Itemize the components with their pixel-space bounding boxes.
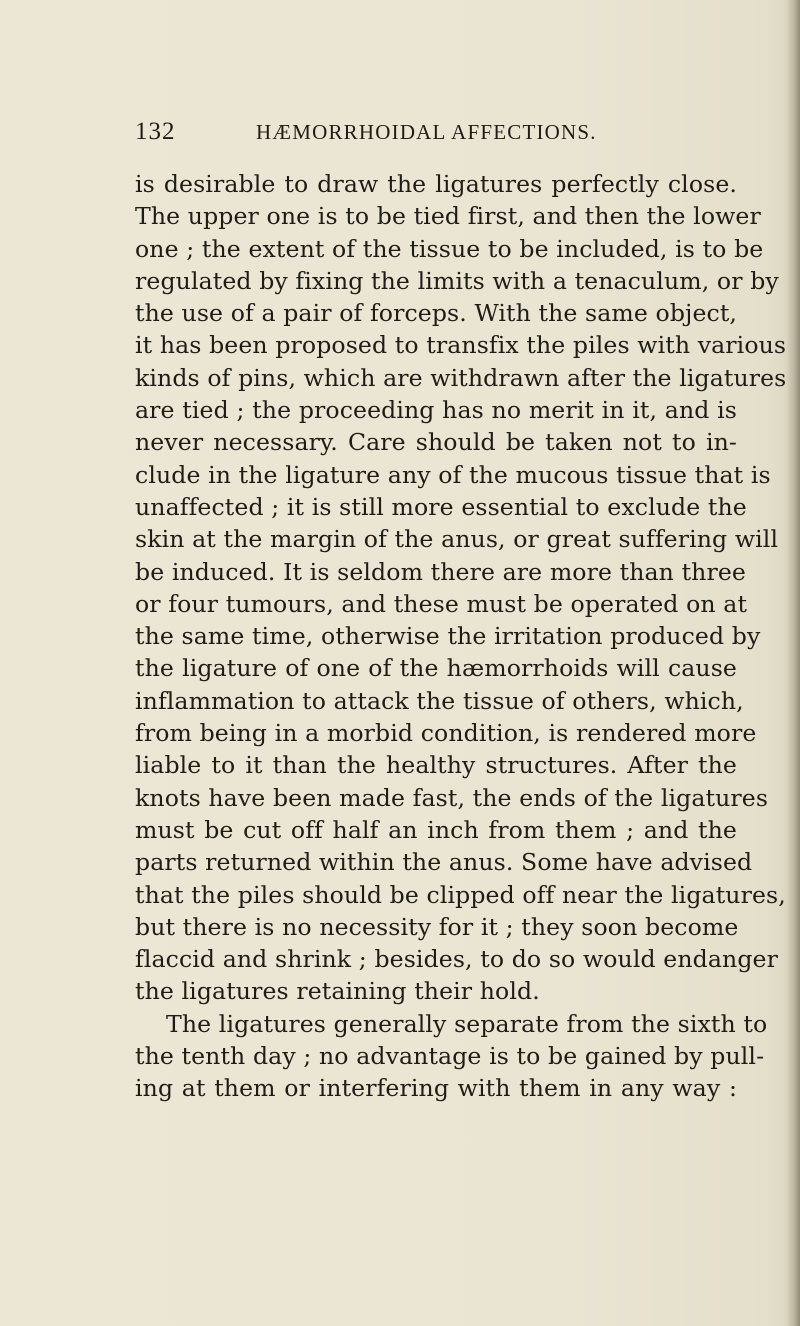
text-line: ing at them or interfering with them in any way : bbox=[135, 1074, 737, 1103]
text-line: but there is no necessity for it ; they soon become bbox=[135, 912, 739, 941]
text-line: the ligatures retaining their hold. bbox=[135, 977, 540, 1006]
text-line: are tied ; the proceeding has no merit in it, and is bbox=[135, 396, 737, 425]
text-line: knots have been made fast, the ends of the ligatures bbox=[135, 783, 769, 812]
text-line: clude in the ligature any of the mucous tissue that is bbox=[135, 460, 771, 489]
text-line: parts returned within the anus. Some have advised bbox=[135, 848, 753, 877]
text-line: kinds of pins, which are withdrawn after the ligatures bbox=[135, 363, 787, 392]
text-line: The ligatures generally separate from the sixth to bbox=[166, 1009, 768, 1038]
page-edge-shadow bbox=[786, 0, 800, 1326]
text-line: the ligature of one of the hæmorrhoids will cause bbox=[135, 654, 737, 683]
text-line: that the piles should be clipped off near the ligatures, bbox=[135, 880, 786, 909]
text-line: never necessary. Care should be taken not to in- bbox=[135, 428, 737, 457]
text-line: regulated by fixing the limits with a tenaculum, or by bbox=[135, 266, 779, 295]
text-line: the use of a pair of forceps. With the same object, bbox=[135, 299, 738, 328]
text-line: it has been proposed to transfix the piles with various bbox=[135, 331, 787, 360]
running-head bbox=[135, 118, 735, 148]
text-line: liable to it than the healthy structures. After the bbox=[135, 751, 737, 780]
text-line: unaffected ; it is still more essential to exclude the bbox=[135, 492, 747, 521]
text-line: the same time, otherwise the irritation produced by bbox=[135, 622, 761, 651]
text-line: from being in a morbid condition, is rendered more bbox=[135, 719, 757, 748]
text-line: inflammation to attack the tissue of others, which, bbox=[135, 686, 744, 715]
text-line: flaccid and shrink ; besides, to do so would endanger bbox=[135, 945, 778, 974]
text-line: The upper one is to be tied first, and then the lower bbox=[135, 202, 761, 231]
text-line: must be cut off half an inch from them ; and the bbox=[135, 815, 737, 844]
text-line: is desirable to draw the ligatures perfectly close. bbox=[135, 170, 737, 198]
text-line: be induced. It is seldom there are more than three bbox=[135, 557, 746, 586]
running-title: HÆMORRHOIDAL AFFECTIONS. bbox=[256, 120, 597, 144]
text-line: the tenth day ; no advantage is to be gained by pull- bbox=[135, 1042, 765, 1071]
text-line: skin at the margin of the anus, or great suffering will bbox=[135, 525, 779, 554]
text-line: or four tumours, and these must be operated on at bbox=[135, 589, 748, 618]
body-text bbox=[135, 168, 787, 1105]
page-number: 132 bbox=[135, 118, 176, 145]
text-line: one ; the extent of the tissue to be included, is to be bbox=[135, 234, 764, 263]
